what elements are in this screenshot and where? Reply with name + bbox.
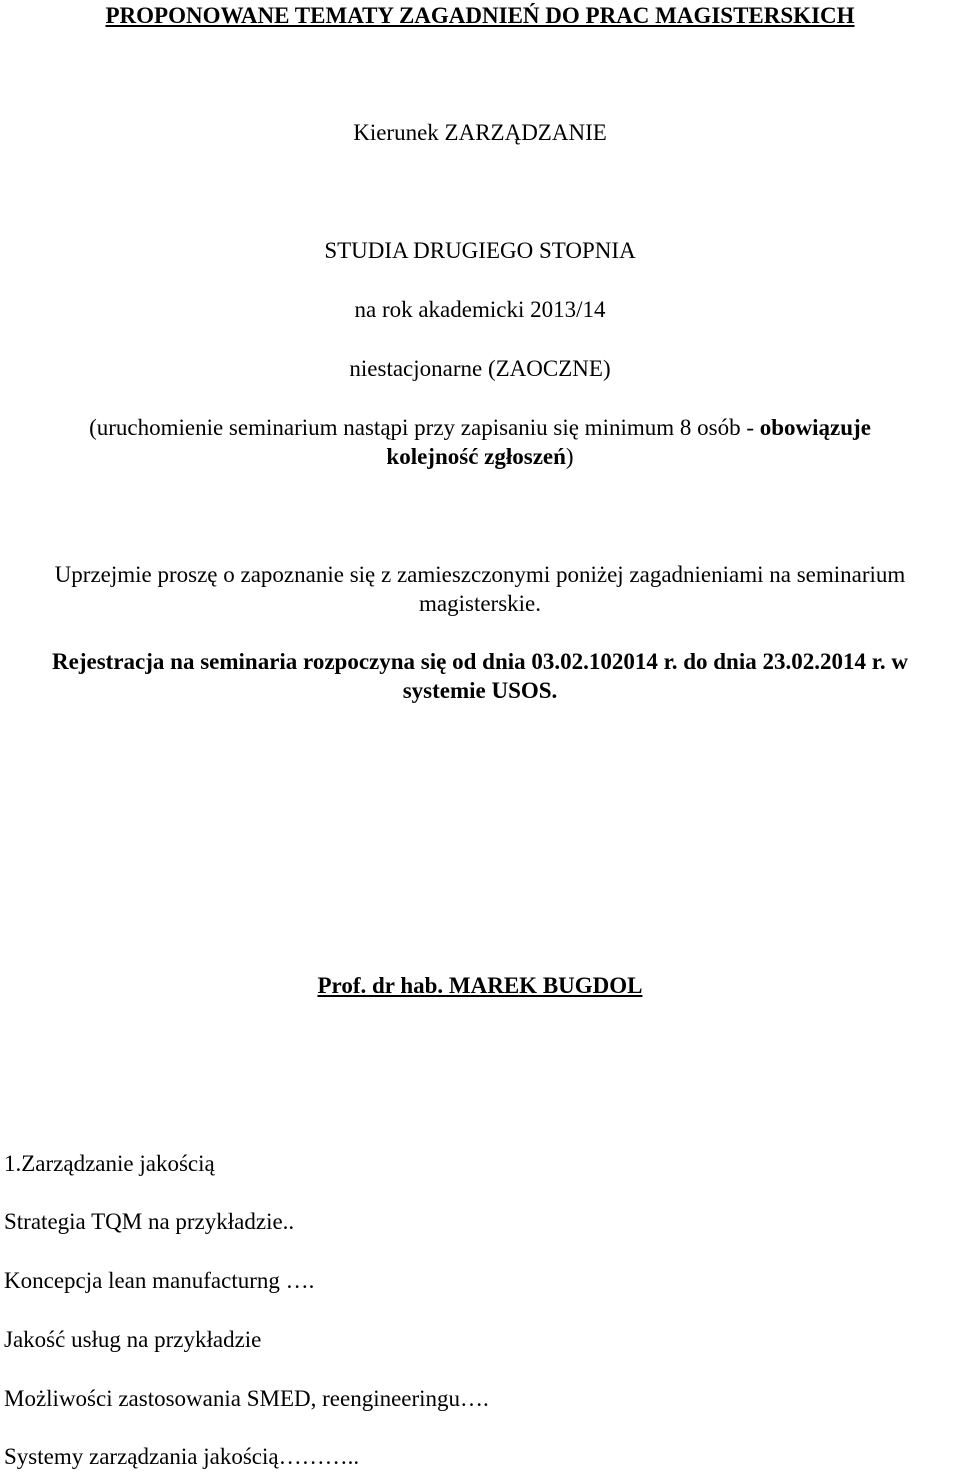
topic-item: Możliwości zastosowania SMED, reengineeringu….	[4, 1386, 489, 1411]
document-title: PROPONOWANE TEMATY ZAGADNIEŃ DO PRAC MAGISTERSKICH	[105, 3, 855, 28]
enrollment-note-emphasis-1: obowiązuje	[759, 415, 871, 440]
registration-text-line1: Rejestracja na seminaria rozpoczyna się od dnia 03.02.102014 r. do dnia 23.02.2014 r. w	[52, 649, 908, 674]
intro-text-line2: magisterskie.	[419, 591, 541, 616]
enrollment-note-text: (uruchomienie seminarium nastąpi przy zapisaniu się minimum 8 osób -	[89, 415, 760, 440]
topic-item: Systemy zarządzania jakością………..	[4, 1444, 360, 1469]
enrollment-note-line1	[0, 414, 960, 442]
topic-item: Jakość usług na przykładzie	[4, 1327, 262, 1352]
study-mode: niestacjonarne (ZAOCZNE)	[349, 356, 611, 381]
academic-year: na rok akademicki 2013/14	[354, 297, 606, 322]
enrollment-note-line2	[0, 443, 960, 471]
field-of-study: Kierunek ZARZĄDZANIE	[353, 120, 607, 145]
enrollment-note-suffix: )	[565, 444, 574, 469]
topic-item: 1.Zarządzanie jakością	[4, 1151, 215, 1176]
registration-text-line2: systemie USOS.	[402, 678, 558, 703]
supervisor-name: Prof. dr hab. MAREK BUGDOL	[317, 973, 643, 998]
enrollment-note-emphasis-2: kolejność zgłoszeń	[386, 444, 566, 469]
intro-text-line1: Uprzejmie proszę o zapoznanie się z zamieszczonymi poniżej zagadnieniami na seminarium	[54, 562, 906, 587]
study-level: STUDIA DRUGIEGO STOPNIA	[324, 238, 636, 263]
topic-item: Koncepcja lean manufacturng ….	[4, 1268, 315, 1293]
topic-item: Strategia TQM na przykładzie..	[4, 1209, 295, 1234]
